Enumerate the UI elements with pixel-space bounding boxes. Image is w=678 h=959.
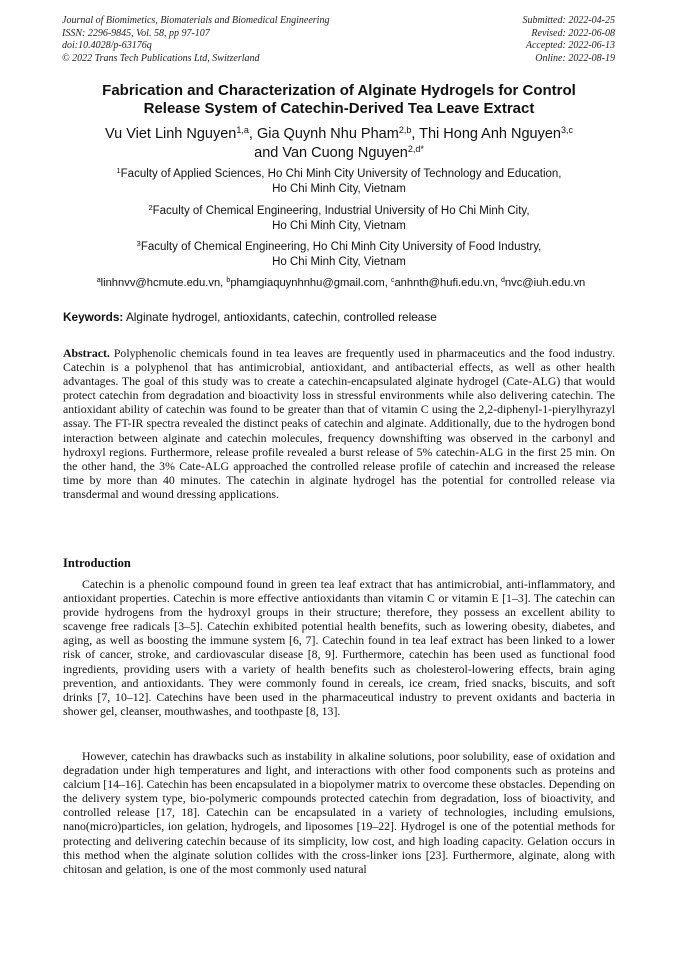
- doi: doi:10.4028/p-63176q: [62, 40, 152, 52]
- author-sup: 1,a: [236, 125, 249, 135]
- email-sup: a: [96, 277, 101, 284]
- keywords: [63, 310, 619, 324]
- publication-dates: [523, 15, 616, 65]
- affiliation-text: Ho Chi Minh City, Vietnam: [272, 220, 406, 232]
- author-name: , Gia Quynh Nhu Pham: [248, 126, 399, 142]
- journal-name: Journal of Biomimetics, Biomaterials and Biomedical Engineering: [62, 15, 330, 26]
- affiliation-1: [40, 167, 638, 197]
- keywords-text: Alginate hydrogel, antioxidants, catechin, controlled release: [123, 310, 437, 324]
- author-list: [40, 125, 638, 163]
- affiliation-sup: 2: [148, 203, 153, 212]
- affiliation-text: Faculty of Chemical Engineering, Ho Chi Minh City University of Food Industry,: [140, 241, 542, 253]
- title-line-1: Fabrication and Characterization of Alginate Hydrogels for Control: [102, 82, 576, 99]
- paragraph-text: However, catechin has drawbacks such as instability in alkaline solutions, poor solubility, ease of oxidation and degradation under high temperatures and light, and interactions with other food components such as proteins and calcium [14–16]. Catechin has been encapsulated in a biopolymer matrix to overcome these obstacles. Depending on the delivery system type, bio-polymeric compounds protected catechin from degradation, loss of bioactivity, and controlled release [17, 18]. Catechin can be encapsulated in a variety of technologies, including emulsions, nano(micro)particles, ion gelation, hydrogels, and liposomes [19–22]. Hydrogel is one of the potential methods for protecting and delivering catechin because of its simplicity, low cost, and high loading capacity. Gelation occurs in this method when the alginate solution collides with the cross-linker ions [23]. Furthermore, alginate, along with chitosan and gelation, is one of the most commonly used natural: [63, 749, 615, 876]
- affiliation-sup: 1: [116, 166, 121, 175]
- journal-info: [62, 15, 329, 65]
- affiliation-2: [40, 204, 638, 234]
- submitted-date: Submitted: 2022-04-25: [522, 15, 615, 26]
- paper-title: [40, 82, 638, 118]
- email-link[interactable]: anhnth@hufi.edu.vn,: [394, 277, 501, 289]
- affiliation-text: Ho Chi Minh City, Vietnam: [272, 183, 406, 195]
- email-link[interactable]: linhnvv@hcmute.edu.vn,: [100, 277, 227, 289]
- revised-date: Revised: 2022-06-08: [531, 27, 615, 39]
- email-sup: c: [390, 277, 395, 284]
- copyright: © 2022 Trans Tech Publications Ltd, Switzerland: [62, 52, 260, 64]
- introduction-paragraph-2: [63, 749, 615, 876]
- email-link[interactable]: phamgiaquynhnhu@gmail.com,: [230, 277, 391, 289]
- abstract: [63, 346, 615, 501]
- paragraph-text: Catechin is a phenolic compound found in green tea leaf extract that has antimicrobial, anti-inflammatory, and antioxidant properties. Catechin is more effective antioxidants than vitamin C or vitamin E [1–3]. The catechin can provide hydrogens from the hydroxyl groups in their structure; therefore, they possess an excellent ability to scavenge free radicals [3–5]. Catechin exhibited potential health benefits, such as lowering obesity, diabetes, and aging, as well as boosting the immune system [6, 7]. Catechin found in tea leaf extract has been linked to a lower risk of cancer, stroke, and cardiovascular disease [8, 9]. Furthermore, catechin has been used as functional food ingredients, providing users with a variety of health benefits such as cholesterol-lowering effects, brain aging prevention, and antioxidants. They were commonly found in cereals, ice cream, fried snacks, biscuits, and soft drinks [7, 10–12]. Catechins have been used in the pharmaceutical industry to prevent oxidants and bacteria in shower gel, cleanser, mouthwashes, and toothpaste [8, 13].: [63, 577, 615, 718]
- affiliation-text: Faculty of Chemical Engineering, Industrial University of Ho Chi Minh City,: [152, 205, 530, 217]
- issn: ISSN: 2296-9845, Vol. 58, pp 97-107: [62, 27, 210, 39]
- email-link[interactable]: nvc@iuh.edu.vn: [504, 277, 586, 289]
- online-date: Online: 2022-08-19: [535, 52, 615, 64]
- email-sup: b: [226, 277, 231, 284]
- author-sup: 2,d*: [407, 144, 424, 154]
- author-name: Vu Viet Linh Nguyen: [104, 126, 237, 142]
- affiliation-sup: 3: [136, 239, 141, 248]
- affiliation-text: Faculty of Applied Sciences, Ho Chi Minh City University of Technology and Education,: [120, 168, 562, 180]
- abstract-label: Abstract.: [63, 346, 110, 360]
- title-line-2: Release System of Catechin-Derived Tea Leave Extract: [143, 100, 535, 117]
- author-name: and Van Cuong Nguyen: [254, 145, 408, 161]
- author-sup: 3,c: [561, 125, 574, 135]
- author-sup: 2,b: [398, 125, 412, 135]
- authors-line-2: [40, 144, 638, 163]
- author-emails: [63, 276, 619, 290]
- affiliation-3: [40, 240, 638, 270]
- author-name: , Thi Hong Anh Nguyen: [411, 126, 561, 142]
- accepted-date: Accepted: 2022-06-13: [525, 40, 615, 52]
- authors-line-1: [40, 125, 638, 144]
- affiliation-text: Ho Chi Minh City, Vietnam: [272, 256, 406, 268]
- abstract-text: Polyphenolic chemicals found in tea leaves are frequently used in pharmaceutics and the food industry. Catechin is a polyphenol that has antimicrobial, antioxidant, and antibacterial effects, as well as other health advantages. The goal of this study was to create a catechin-encapsulated alginate hydrogel (Cate-ALG) that would protect catechin from degradation and bioactivity loss in stressful environments while also delivering catechin. The antioxidant ability of catechin was found to be greater than that of vitamin C using the 2,2-diphenyl-1-pierylhyrazyl assay. The FT-IR spectra revealed the distinct peaks of catechin and alginate. Additionally, due to the hydrogen bond interaction between alginate and catechin molecules, frequency downshifting was observed in the carbonyl and hydroxyl regions. Furthermore, release profile revealed a burst release of 5% catechin-ALG in the first 25 min. On the other hand, the 3% Cate-ALG approached the controlled release profile of catechin and increased the release time by more than 40 minutes. The catechin in alginate hydrogel has the potential for controlled release via transdermal and wound dressing applications.: [63, 346, 615, 501]
- introduction-paragraph-1: [63, 577, 615, 718]
- keywords-label: Keywords:: [63, 310, 124, 324]
- introduction-heading: Introduction: [63, 556, 131, 570]
- email-sup: d: [500, 277, 505, 284]
